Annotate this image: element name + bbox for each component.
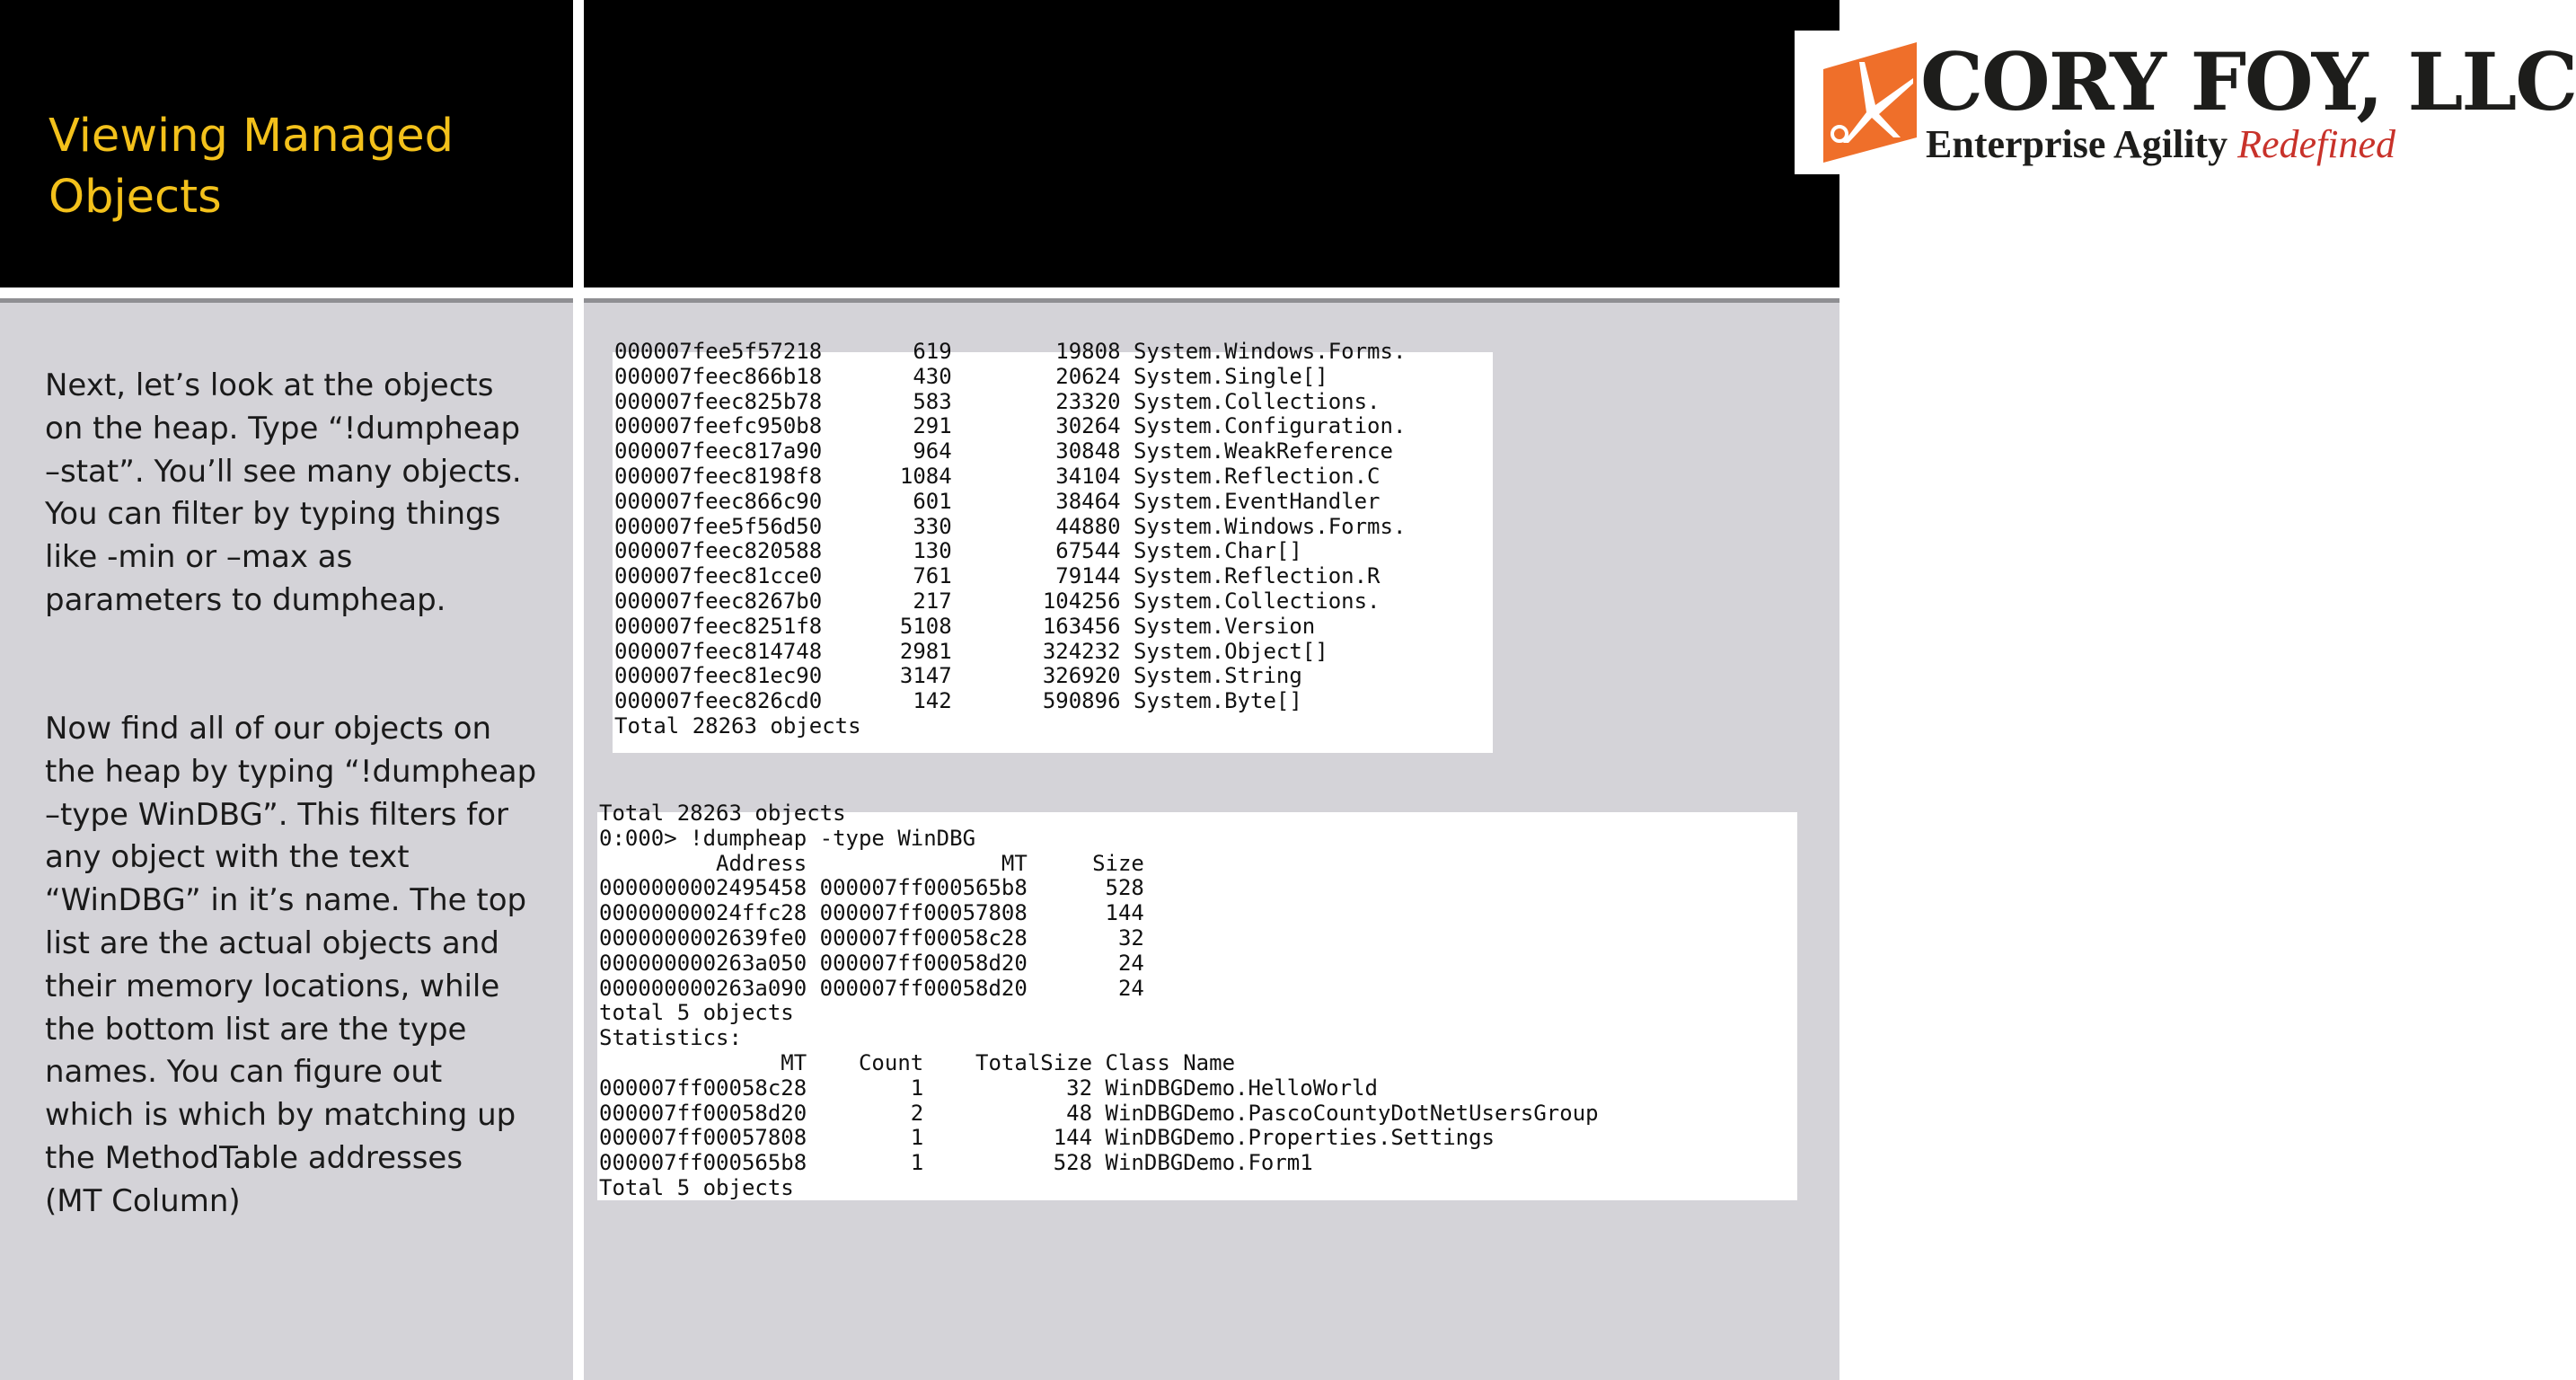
logo-tagline-main: Enterprise Agility <box>1926 122 2228 166</box>
dumpheap-stat-output: 000007fee5f57218 619 19808 System.Windows.Forms. 000007feec866b18 430 20624 System.Single[] 000007feec825b78 583 23320 System.Collections. 000007feefc950b8 291 30264 System.Configuration. 000007feec817a90 964 30848 System.WeakReference 000007feec8198f8 1084 34104 System.Reflection.C 000007feec866c90 601 38464 System.EventHandler 000007fee5f56d50 330 44880 System.Windows.Forms. 000007feec820588 130 67544 System.Char[] 000007feec81cce0 761 79144 System.Reflection.R 000007feec8267b0 217 104256 System.Collections. 000007feec8251f8 5108 163456 System.Version 000007feec814748 2981 324232 System.Object[] 000007feec81ec90 3147 326920 System.String 000007feec826cd0 142 590896 System.Byte[] Total 28263 objects <box>614 339 1407 739</box>
company-logo <box>1795 31 2576 174</box>
dumpheap-stat-screenshot <box>613 339 1493 753</box>
logo-tagline <box>1926 122 2395 167</box>
panel-shadow <box>584 298 1839 303</box>
slide-title: Viewing Managed Objects <box>49 110 454 224</box>
header-right-panel <box>584 0 2576 288</box>
instruction-paragraph-stat: Next, let’s look at the objects on the heap. Type “!dumpheap –stat”. You’ll see many objects. You can filter by typing things like -min or –max as parameters to dumpheap. <box>45 367 522 618</box>
dumpheap-type-output: Total 28263 objects 0:000> !dumpheap -type WinDBG Address MT Size 0000000002495458 000007ff000565b8 528 00000000024ffc28 000007ff00057808 144 0000000002639fe0 000007ff00058c28 32 000000000263a050 000007ff00058d20 24 000000000263a090 000007ff00058d20 24 total 5 objects Statistics: MT Count TotalSize Class Name 000007ff00058c28 1 32 WinDBGDemo.HelloWorld 000007ff00058d20 2 48 WinDBGDemo.PascoCountyDotNetUsersGroup 000007ff00057808 1 144 WinDBGDemo.Properties.Settings 000007ff000565b8 1 528 WinDBGDemo.Form1 Total 5 objects <box>599 801 1599 1200</box>
instruction-paragraph-type: Now find all of our objects on the heap by typing “!dumpheap –type WinDBG”. This filters for any object with the text “WinDBG” in it’s name. The top list are the actual objects and their memory locations, while the bottom list are the type names. You can figure out which is which by matching up the MethodTable addresses (MT Column) <box>45 711 537 1219</box>
logo-mark-icon <box>1813 42 1920 163</box>
logo-company-name: CORY FOY, LLC <box>1920 35 2576 128</box>
header-left-panel <box>0 0 573 288</box>
logo-tagline-accent: Redefined <box>2237 122 2396 166</box>
dumpheap-type-screenshot <box>597 801 1797 1200</box>
panel-shadow <box>0 298 573 303</box>
